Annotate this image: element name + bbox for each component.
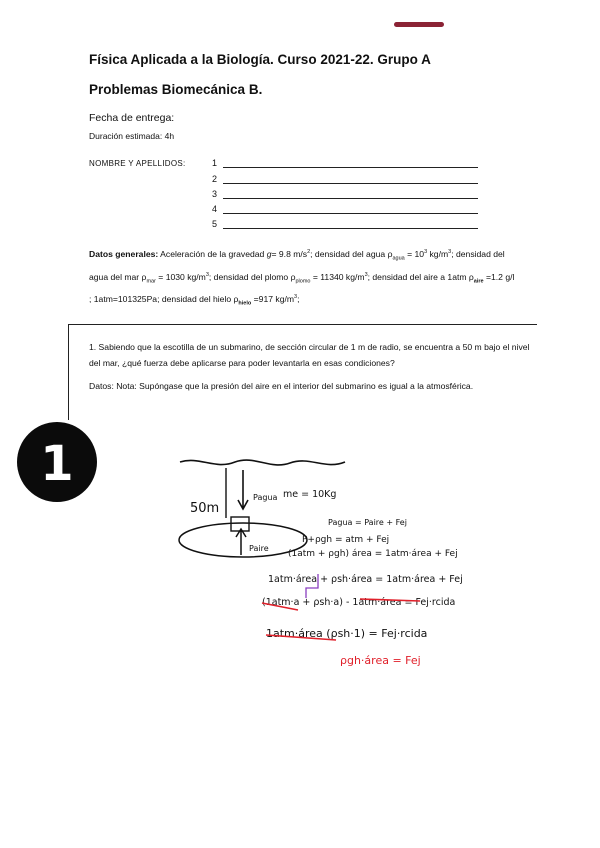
problem-note: Datos: Nota: Supóngase que la presión del aire en el interior del submarino es igual a la atmosférica.: [89, 381, 474, 391]
equation-6: 1atm·área (ρsh·1) = Fej·rcida: [266, 627, 428, 640]
name-row-number: 2: [212, 174, 218, 184]
equation-5: (1atm·a + ρsh·a) - 1atm·área = Fej·rcida: [262, 597, 456, 608]
superscript: 3: [448, 249, 452, 255]
superscript: 3: [205, 271, 209, 278]
subscript: mar: [146, 278, 156, 285]
general-text: ;: [297, 294, 300, 305]
depth-label: 50m: [190, 501, 220, 516]
sea-surface-line: [180, 460, 345, 465]
general-text: ; densidad del plomo ρ: [208, 271, 296, 282]
general-text: =917 kg/m: [251, 294, 295, 305]
general-text: = 10: [404, 248, 425, 259]
problem-statement: 1. Sabiendo que la escotilla de un submarino, de sección circular de 1 m de radio, se encuentra a 50 m bajo el nivel del mar, ¿qué fuerza debe aplicarse para poder levantarla en esas condiciones?: [89, 342, 530, 368]
general-text: ; densidad del agua del mar ρ: [89, 248, 505, 282]
general-text: =1.2 g/l ; 1atm=101325Pa; densidad del hielo ρ: [89, 271, 515, 305]
circled-number: 1: [40, 436, 74, 492]
p-aire-label: Paire: [249, 544, 269, 553]
general-text: = 9.8 m/s: [271, 248, 308, 259]
subscript: agua: [392, 255, 405, 262]
duration-label: Duración estimada: 4h: [89, 131, 175, 141]
name-row-number: 1: [212, 158, 218, 168]
general-text: = 11340 kg/m: [310, 271, 365, 282]
general-text: = 1030 kg/m: [155, 271, 206, 282]
superscript: 3: [364, 271, 368, 278]
subscript: hielo: [238, 300, 252, 307]
equation-3: (1atm + ρgh) área = 1atm·área + Fej: [288, 549, 458, 559]
superscript: 3: [294, 294, 298, 301]
superscript: 3: [424, 249, 428, 255]
mass-label: me = 10Kg: [283, 489, 337, 500]
general-data-paragraph: Datos generales: Aceleración de la gravedad g= 9.8 $m/s^2$; densidad del agua $\rho_{agua} = 10^3$ $kg/m^3$; densidad del agua del mar $\rho_{mar} = 1030$ $kg/m^3$; densidad del plomo $\rho_{plomo} = 11340$ $kg/m^3$; densidad del aire a 1atm $\rho_{aire} =1.2$ g/l ; 1atm=101325Pa; densidad del hielo $\rho_{hielo} =917$ $kg/m^3$;: [89, 248, 515, 307]
equation-1: Pagua = Paire + Fej: [328, 518, 407, 527]
document-title: Física Aplicada a la Biología. Curso 2021-22. Grupo A: [89, 52, 431, 67]
p-agua-label: Pagua: [253, 493, 278, 502]
names-label: NOMBRE Y APELLIDOS:: [89, 159, 186, 168]
name-row-number: 5: [212, 219, 218, 229]
general-text: ; densidad del aire a 1atm ρ: [367, 271, 474, 282]
name-row-number: 3: [212, 189, 218, 199]
subscript: plomo: [295, 278, 311, 285]
document-subtitle: Problemas Biomecánica B.: [89, 82, 263, 97]
equation-2: P+ρgh = atm + Fej: [302, 535, 390, 545]
subscript: aire: [473, 278, 484, 285]
general-data-label: Datos generales:: [89, 248, 159, 259]
pressure-arrow: [238, 470, 248, 509]
general-text: Aceleración de la gravedad: [158, 248, 267, 259]
general-text: kg/m: [427, 248, 449, 259]
general-text: ; densidad del agua ρ: [310, 248, 393, 259]
gravity-symbol: g: [266, 248, 272, 259]
hatch-shape: [231, 517, 249, 531]
equation-7: ρgh·área = Fej: [340, 654, 421, 667]
equation-4: 1atm·área + ρsh·área = 1atm·área + Fej: [268, 574, 463, 585]
air-pressure-arrow: [236, 529, 246, 555]
delivery-date-label: Fecha de entrega:: [89, 112, 175, 124]
name-row-number: 4: [212, 204, 218, 214]
